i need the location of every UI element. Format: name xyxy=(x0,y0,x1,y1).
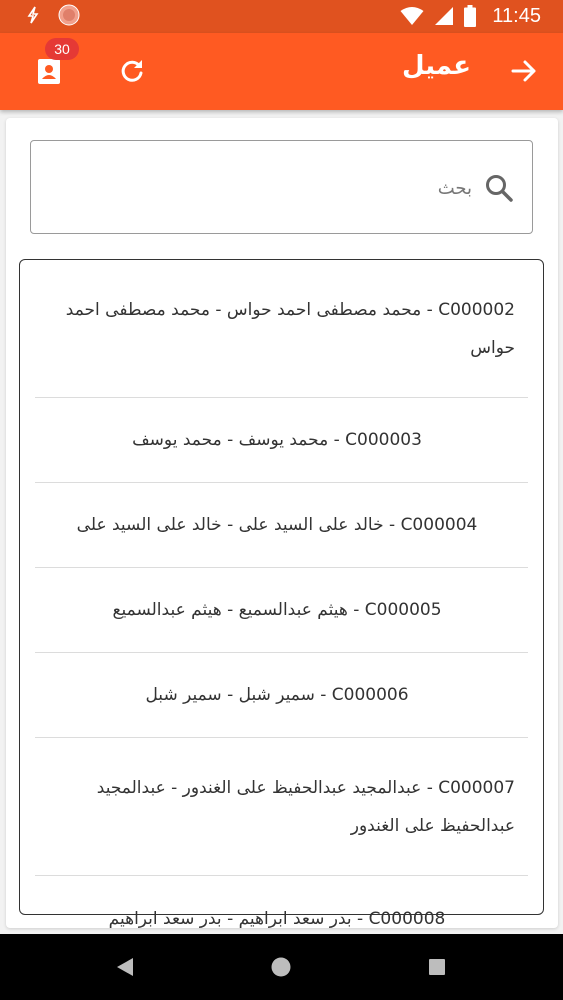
app-bar xyxy=(0,33,563,110)
list-item[interactable] xyxy=(35,398,528,483)
customer-label: C000005 - هيثم عبدالسميع - هيثم عبدالسميع xyxy=(112,600,442,620)
list-item[interactable] xyxy=(35,738,528,876)
nav-home-icon xyxy=(270,956,292,978)
search-input[interactable] xyxy=(52,171,472,205)
nav-back-icon xyxy=(115,956,135,978)
refresh-icon xyxy=(119,58,145,84)
search-box xyxy=(30,140,533,234)
clock-text: 11:45 xyxy=(492,4,541,27)
customer-label: C000007 - عبدالمجيد عبدالحفيظ على الغندور - عبدالمجيد عبدالحفيظ على الغندور xyxy=(96,777,515,836)
notification-icon xyxy=(26,6,40,24)
customer-label: C000002 - محمد مصطفى احمد حواس - محمد مصطفى احمد حواس xyxy=(65,299,515,358)
nav-back-button[interactable] xyxy=(112,954,138,980)
app-notification-icon xyxy=(58,4,80,26)
nav-recents-icon xyxy=(427,957,447,977)
customer-label: C000008 - بدر سعد ابراهيم - بدر سعد ابراهيم xyxy=(108,908,446,929)
nav-home-button[interactable] xyxy=(268,954,294,980)
list-item[interactable] xyxy=(35,260,528,398)
navigation-bar xyxy=(0,934,563,1000)
customer-label: C000003 - محمد يوسف - محمد يوسف xyxy=(132,430,422,450)
battery-icon xyxy=(464,5,476,27)
signal-icon xyxy=(434,6,454,26)
wifi-icon xyxy=(400,6,424,26)
list-item[interactable] xyxy=(35,483,528,568)
back-arrow-icon xyxy=(511,59,537,83)
customer-label: C000004 - خالد على السيد على - خالد على السيد على xyxy=(76,515,478,535)
back-button[interactable] xyxy=(508,55,540,87)
page-title: عميل xyxy=(401,51,471,81)
content-card xyxy=(6,118,558,928)
count-badge: 30 xyxy=(45,38,79,60)
search-icon xyxy=(484,173,514,203)
list-item[interactable] xyxy=(35,653,528,738)
customer-list[interactable] xyxy=(19,259,544,929)
status-bar xyxy=(0,0,563,33)
customer-label: C000006 - سمير شبل - سمير شبل xyxy=(145,685,409,705)
contact-icon xyxy=(37,57,61,85)
refresh-button[interactable] xyxy=(116,55,148,87)
nav-recents-button[interactable] xyxy=(424,954,450,980)
list-item[interactable] xyxy=(35,568,528,653)
